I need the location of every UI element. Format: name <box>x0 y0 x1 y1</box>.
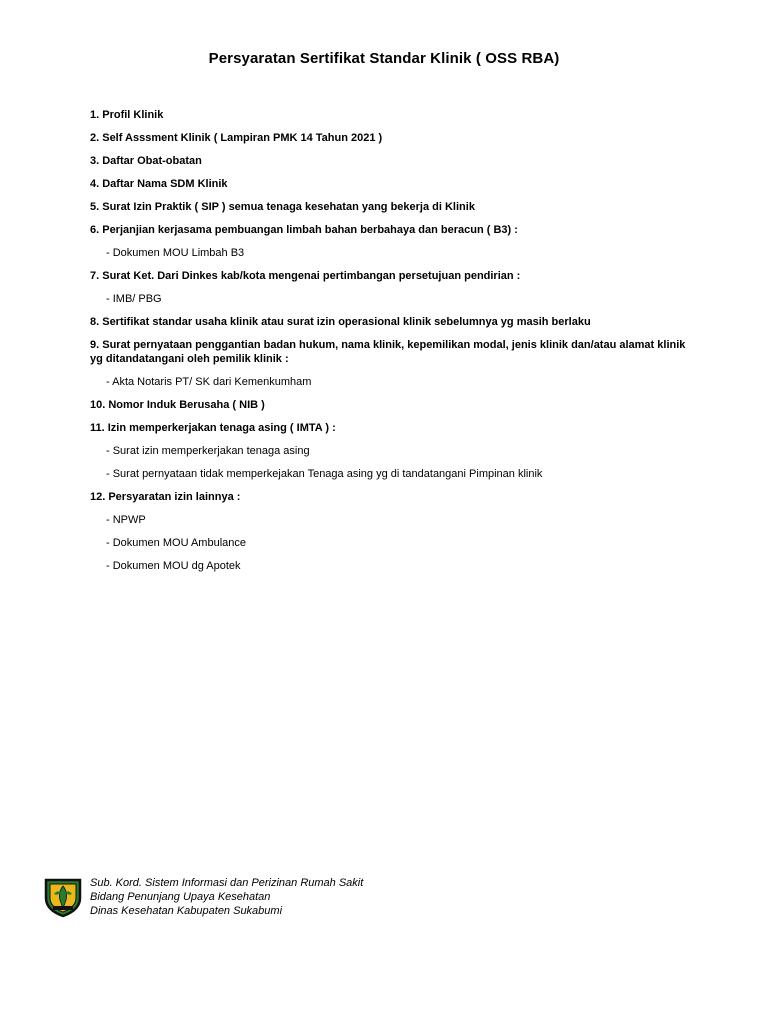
list-item: 11. Izin memperkerjakan tenaga asing ( IMTA ) : <box>90 422 336 434</box>
list-subitem: - Surat pernyataan tidak memperkejakan Tenaga asing yg di tandatangani Pimpinan klinik <box>106 468 543 480</box>
list-subitem: - NPWP <box>106 514 146 526</box>
list-item: 12. Persyaratan izin lainnya : <box>90 491 241 503</box>
list-item: 8. Sertifikat standar usaha klinik atau surat izin operasional klinik sebelumnya yg masih berlaku <box>90 316 591 328</box>
list-item: 2. Self Asssment Klinik ( Lampiran PMK 14 Tahun 2021 ) <box>90 132 383 144</box>
list-item: 6. Perjanjian kerjasama pembuangan limbah bahan berbahaya dan beracun ( B3) : <box>90 224 518 236</box>
list-item: 4. Daftar Nama SDM Klinik <box>90 178 228 190</box>
list-subitem: - Surat izin memperkerjakan tenaga asing <box>106 445 310 457</box>
list-subitem: - Dokumen MOU Limbah B3 <box>106 247 245 259</box>
list-item: 3. Daftar Obat-obatan <box>90 155 202 167</box>
kabupaten-emblem-icon <box>42 876 84 918</box>
list-item: 10. Nomor Induk Berusaha ( NIB ) <box>90 399 265 411</box>
list-item: 9. Surat pernyataan penggantian badan hukum, nama klinik, kepemilikan modal, jenis klinik dan/atau alamat klinik yg ditandatangani oleh pemilik klinik : <box>90 339 686 365</box>
requirements-list <box>90 108 690 582</box>
footer-line-1: Sub. Kord. Sistem Informasi dan Perizinan Rumah Sakit <box>90 877 364 889</box>
footer-line-3: Dinas Kesehatan Kabupaten Sukabumi <box>90 905 283 917</box>
list-subitem: - IMB/ PBG <box>106 293 162 305</box>
list-item: 7. Surat Ket. Dari Dinkes kab/kota mengenai pertimbangan persetujuan pendirian : <box>90 270 521 282</box>
list-item: 1. Profil Klinik <box>90 109 164 121</box>
footer-text <box>90 876 363 918</box>
list-subitem: - Dokumen MOU Ambulance <box>106 537 246 549</box>
list-item: 5. Surat Izin Praktik ( SIP ) semua tenaga kesehatan yang bekerja di Klinik <box>90 201 475 213</box>
list-subitem: - Akta Notaris PT/ SK dari Kemenkumham <box>106 376 312 388</box>
footer <box>42 876 363 918</box>
list-subitem: - Dokumen MOU dg Apotek <box>106 560 241 572</box>
page-title: Persyaratan Sertifikat Standar Klinik ( OSS RBA) <box>208 50 560 67</box>
footer-line-2: Bidang Penunjang Upaya Kesehatan <box>90 891 271 903</box>
